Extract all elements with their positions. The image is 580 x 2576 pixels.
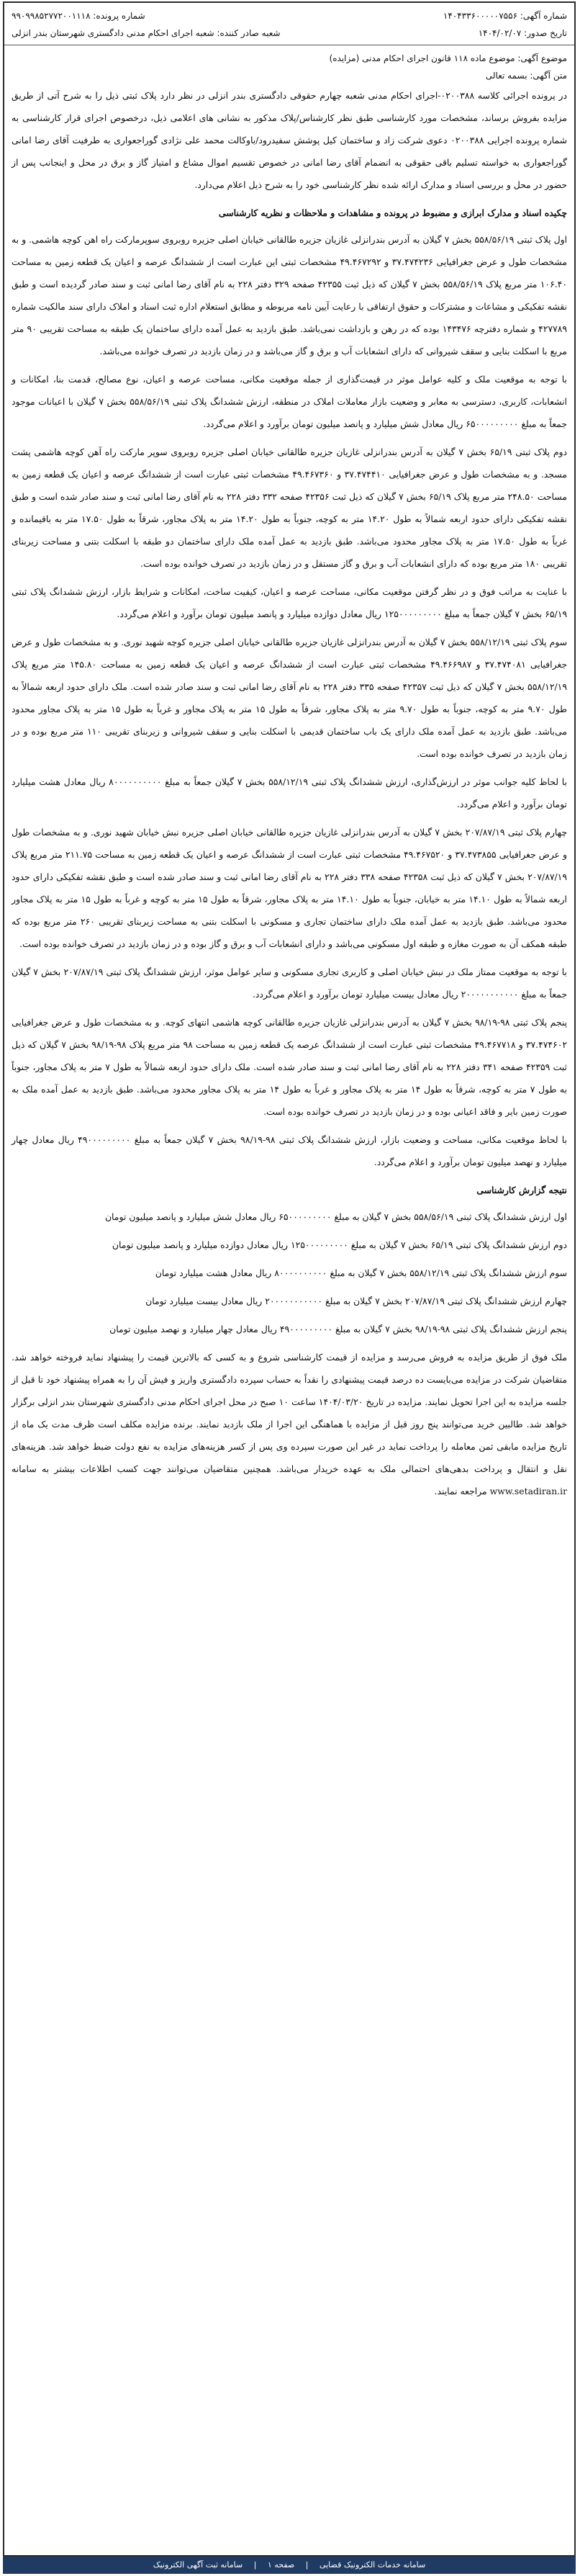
notice-page: [3, 1, 576, 2557]
paragraph-valuation-5: با لحاظ موقعیت مکانی، مساحت و وضعیت بازار، ارزش ششدانگ پلاک ثبتی ۹۸-۹۸/۱۹ بخش ۷ گیلان جمعاً به مبلغ ۴۹۰۰۰۰۰۰۰۰۰ ریال معادل چهار میلیارد و نهصد میلیون تومان برآورد و اعلام می‌گردد.: [12, 1134, 567, 1167]
paragraph-property-4: چهارم پلاک ثبتی ۲۰۷/۸۷/۱۹ بخش ۷ گیلان به آدرس بندرانزلی غازیان جزیره طالقانی خیابان اصلی جزیره نبش خیابان شهید نوری. و به مشخصات طول و عرض جغرافیایی ۳۷.۴۷۳۸۵۵ و ۴۹.۴۶۷۵۲۰ مشخصات ثبتی عبارت است از ششدانگ عرصه و اعیان یک قطعه زمین به مساحت ۲۱۱.۷۵ متر مربع پلاک ۲۰۷/۸۷/۱۹ بخش ۷ گیلان که ذیل ثبت ۴۲۳۵۸ صفحه ۳۳۸ دفتر ۲۲۸ به نام آقای رضا امانی ثبت و سند صادر شده است و طبق نقشه تفکیکی دارای حدود اربعه شمالاً به طول ۱۴.۱۰ متر به خیابان، جنوباً به طول ۱۴.۱۰ متر به پلاک مجاور، شرقاً به طول ۱۵ متر به کوچه و غرباً به طول ۱۵ متر به پلاک مجاور محدود می‌باشد. طبق بازدید به عمل آمده ملک دارای ساختمان تجاری و مسکونی با اسکلت بتنی به مساحت زیربنای تقریبی ۲۶۰ متر مربع بوده که طبقه همکف آن به صورت مغازه و طبقه اول مسکونی می‌باشد و دارای انشعابات آب و برق و گاز بوده و در زمان بازدید در تصرف خوانده بوده است.: [12, 827, 567, 949]
paragraph-property-1: اول پلاک ثبتی ۵۵۸/۵۶/۱۹ بخش ۷ گیلان به آدرس بندرانزلی غازیان جزیره طالقانی خیابان اصلی جزیره روبروی سوپرمارکت راه اهن کوچه هاشمی. و به مشخصات طول و عرض جغرافیایی ۳۷.۴۷۴۲۳۶ و ۴۹.۴۶۷۲۹۲ مشخصات ثبتی این عبارت است از ششدانگ عرصه و اعیان یک قطعه زمین به مساحت ۱۰۶.۴۰ متر مربع پلاک ۵۵۸/۵۶/۱۹ بخش ۷ گیلان که ذیل ثبت ۴۲۳۵۵ صفحه ۳۲۹ دفتر ۲۲۸ به نام آقای رضا امانی ثبت و سند صادر گردیده است و طبق نقشه تفکیکی و مشاعات و مشترکات و حقوق ارتفاقی با رعایت آیین نامه مربوطه و مطابق استعلام اداره ثبت اسناد و املاک دارای سند مالکیت شماره ۴۲۷۷۸۹ و شماره دفترچه ۱۴۳۴۷۶ بوده که در رهن و بازداشت نمی‌باشد. طبق بازدید به عمل آمده دارای ساختمان یک طبقه به مساحت تقریبی ۹۰ متر مربع با اسکلت بنایی و سقف شیروانی که دارای انشعابات آب و برق و گاز می‌باشد و در زمان بازدید در تصرف خوانده می‌باشد.: [12, 234, 568, 356]
issue-date: تاریخ صدور: ۱۴۰۴/۰۲/۰۷: [478, 28, 567, 38]
footer-bar: سامانه خدمات الکترونیک قضایی | صفحه ۱ | سامانه ثبت آگهی الکترونیک: [3, 2557, 576, 2574]
paragraph-property-3: سوم پلاک ثبتی ۵۵۸/۱۲/۱۹ بخش ۷ گیلان به آدرس بندرانزلی غازیان جزیره طالقانی خیابان اصلی جزیره کوچه شهید نوری. و به مشخصات طول و عرض جغرافیایی ۳۷.۴۷۴۰۸۱ و ۴۹.۴۶۶۹۸۷ مشخصات ثبتی عبارت است از ششدانگ عرصه و اعیان یک قطعه زمین به مساحت ۱۴۵.۸۰ متر مربع پلاک ۵۵۸/۱۲/۱۹ بخش ۷ گیلان که ذیل ثبت ۴۲۳۵۷ صفحه ۳۳۵ دفتر ۲۲۸ به نام آقای رضا امانی ثبت و سند صادر شده است. ملک دارای حدود اربعه شمالاً به طول ۹.۷۰ متر به کوچه، جنوباً به طول ۹.۷۰ متر به پلاک مجاور، شرقاً به طول ۱۵ متر به پلاک مجاور و غرباً به طول ۱۵ متر به پلاک مجاور محدود می‌باشد. طبق بازدید به عمل آمده ملک دارای یک باب ساختمان قدیمی با اسکلت بنایی و سقف شیروانی و زیربنای تقریبی ۱۱۰ متر مربع بوده و در زمان بازدید در تصرف خوانده بوده است.: [12, 637, 567, 759]
paragraph-valuation-4: با توجه به موقعیت ممتاز ملک در نبش خیابان اصلی و کاربری تجاری مسکونی و سایر عوامل موثر، ارزش ششدانگ پلاک ثبتی ۲۰۷/۸۷/۱۹ بخش ۷ گیلان جمعاً به مبلغ ۲۰۰۰۰۰۰۰۰۰۰۰ ریال معادل بیست میلیارد تومان برآورد و اعلام می‌گردد.: [12, 966, 567, 1000]
notice-number: شماره آگهی: ۱۴۰۴۳۳۶۰۰۰۰۰۷۵۵۶: [443, 11, 567, 21]
paragraph-property-2: دوم پلاک ثبتی ۶۵/۱۹ بخش ۷ گیلان به آدرس بندرانزلی غازیان جزیره طالقانی خیابان اصلی جزیره روبروی سوپر مارکت راه آهن کوچه هاشمی پشت مسجد. و به مشخصات طول و عرض جغرافیایی ۳۷.۴۷۴۴۱۰ و ۴۹.۴۶۷۳۶۰ مشخصات ثبتی عبارت است از ششدانگ عرصه و اعیان یک قطعه زمین به مساحت ۲۴۸.۵۰ متر مربع پلاک ۶۵/۱۹ بخش ۷ گیلان که ذیل ثبت ۴۲۳۵۶ صفحه ۳۳۲ دفتر ۲۲۸ به نام آقای رضا امانی ثبت و سند صادر شده است و طبق نقشه تفکیکی دارای حدود اربعه شمالاً به طول ۱۴.۲۰ متر به کوچه، جنوباً به طول ۱۴.۲۰ متر به پلاک مجاور، شرقاً به طول ۱۷.۵۰ متر به باقیمانده و غرباً به طول ۱۷.۵۰ متر به پلاک مجاور محدود می‌باشد. طبق بازدید به عمل آمده ملک دارای ساختمان دو طبقه با اسکلت بتنی و مساحت زیربنای تقریبی ۱۸۰ متر مربع بوده که دارای انشعابات آب و برق و گاز مستقل و در زمان بازدید در تصرف خوانده بوده است.: [12, 446, 567, 569]
notice-body: [12, 84, 567, 1502]
paragraph-intro: در پرونده اجرائی کلاسه ۰۲۰۰۳۸۸-اجرای احکام مدنی شعبه چهارم حقوقی دادگستری بندر انزلی در نظر دارد پلاک ثبتی ذیل را به شرح آتی از طریق مزایده بفروش برساند، مشخصات مورد کارشناسی طبق نظر کارشناس/پلاک مذکور به نشانی های اعلامی ذیل، درخصوص اجرای قرار کارشناسی به شماره پرونده اجرایی ۰۲۰۰۳۸۸ دعوی شرکت زاد و ساختمان کیل پوشش سفیدرود/باوکالت محمد علی نژادی گوراجعواری به طرفیت آقای رضا امانی گوراجعواری به خواسته تسلیم باقی حقوقی به انضمام آقای رضا امانی در خصوص تقسیم اموال مشاع و امتیاز گاز و برق در محل و اینجانب پس از حضور در محل و بررسی اسناد و مدارک ارائه شده نظر کارشناسی خود را به شرح ذیل اعلام می‌دارد.: [12, 90, 567, 190]
paragraph-valuation-2: با عنایت به مراتب فوق و در نظر گرفتن موقعیت مکانی، مساحت عرصه و اعیان، کیفیت ساخت، امکانات و شرایط بازار، ارزش ششدانگ پلاک ثبتی ۶۵/۱۹ بخش ۷ گیلان جمعاً به مبلغ ۱۲۵۰۰۰۰۰۰۰۰۰ ریال معادل دوازده میلیارد و پانصد میلیون تومان برآورد و اعلام می‌گردد.: [12, 586, 567, 619]
header-row-1: [12, 7, 567, 24]
case-number: شماره پرونده: ۹۹۰۹۹۸۵۲۷۷۲۰۰۱۱۱۸: [12, 11, 145, 21]
paragraph-valuation-1: با توجه به موقعیت ملک و کلیه عوامل موثر در قیمت‌گذاری از جمله موقعیت مکانی، مساحت عرصه و اعیان، نوع مصالح، قدمت بنا، امکانات و انشعابات، کاربری، دسترسی به معابر و وضعیت بازار معاملات املاک در منطقه، ارزش ششدانگ پلاک ثبتی ۵۵۸/۵۶/۱۹ بخش ۷ گیلان با اعیانات موجود جمعاً به مبلغ ۶۵۰۰۰۰۰۰۰۰۰ ریال معادل شش میلیارد و پانصد میلیون تومان برآورد و اعلام می‌گردد.: [12, 374, 567, 429]
summary-item-3: سوم ارزش ششدانگ پلاک ثبتی ۵۵۸/۱۲/۱۹ بخش ۷ گیلان به مبلغ ۸۰۰۰۰۰۰۰۰۰۰ ریال معادل هشت میلیارد تومان: [155, 1267, 567, 1278]
notice-subject: موضوع آگهی: موضوع ماده ۱۱۸ قانون اجرای احکام مدنی (مزایده): [329, 53, 567, 63]
paragraph-valuation-3: با لحاظ کلیه جوانب موثر در ارزش‌گذاری، ارزش ششدانگ پلاک ثبتی ۵۵۸/۱۲/۱۹ بخش ۷ گیلان جمعاً به مبلغ ۸۰۰۰۰۰۰۰۰۰۰ ریال معادل هشت میلیارد تومان برآورد و اعلام می‌گردد.: [12, 776, 567, 809]
section-heading: چکیده اسناد و مدارک ابرازی و مضبوط در پرونده و مشاهدات و ملاحظات و نظریه کارشناسی: [218, 207, 567, 218]
header-row-2: [12, 24, 567, 42]
paragraph-property-5: پنجم پلاک ثبتی ۹۸-۹۸/۱۹ بخش ۷ گیلان به آدرس بندرانزلی غازیان جزیره طالقانی کوچه هاشمی انتهای کوچه. و به مشخصات طول و عرض جغرافیایی ۳۷.۴۷۴۶۰۲ و ۴۹.۴۶۷۷۱۸ مشخصات ثبتی عبارت است از ششدانگ عرصه یک قطعه زمین به مساحت ۹۸ متر مربع پلاک ۹۸-۹۸/۱۹ بخش ۷ گیلان که ذیل ثبت ۴۲۳۵۹ صفحه ۳۴۱ دفتر ۲۲۸ به نام آقای رضا امانی ثبت و سند صادر شده است. ملک دارای حدود اربعه شمالاً به طول ۷ متر به پلاک مجاور، جنوباً به طول ۷ متر به کوچه، شرقاً به طول ۱۴ متر به پلاک مجاور و غرباً به طول ۱۴ متر به پلاک مجاور محدود می‌باشد. طبق بازدید به عمل آمده ملک به صورت زمین بایر و فاقد اعیانی بوده و در زمان بازدید در تصرف خوانده بوده است.: [12, 1017, 568, 1117]
footer-page: صفحه ۱: [267, 2560, 295, 2570]
footer-link-judicial[interactable]: سامانه خدمات الکترونیک قضایی: [319, 2560, 426, 2570]
summary-item-1: اول ارزش ششدانگ پلاک ثبتی ۵۵۸/۵۶/۱۹ بخش ۷ گیلان به مبلغ ۶۵۰۰۰۰۰۰۰۰۰ ریال معادل شش میلیارد و پانصد میلیون تومان: [104, 1211, 567, 1222]
summary-heading: نتیجه گزارش کارشناسی: [476, 1185, 567, 1195]
issuing-branch: شعبه صادر کننده: شعبه اجرای احکام مدنی دادگستری شهرستان بندر انزلی: [12, 28, 281, 38]
summary-item-2: دوم ارزش ششدانگ پلاک ثبتی ۶۵/۱۹ بخش ۷ گیلان به مبلغ ۱۲۵۰۰۰۰۰۰۰۰۰ ریال معادل دوازده میلیارد و پانصد میلیون تومان: [112, 1239, 567, 1250]
notice-text-label: متن آگهی: بسمه تعالی: [485, 71, 567, 81]
summary-item-5: پنجم ارزش ششدانگ پلاک ثبتی ۹۸-۹۸/۱۹ بخش ۷ گیلان به مبلغ ۴۹۰۰۰۰۰۰۰۰۰ ریال معادل چهار میلیارد و نهصد میلیون تومان: [109, 1324, 567, 1334]
summary-item-4: چهارم ارزش ششدانگ پلاک ثبتی ۲۰۷/۸۷/۱۹ بخش ۷ گیلان به مبلغ ۲۰۰۰۰۰۰۰۰۰۰۰ ریال معادل بیست میلیارد تومان: [145, 1296, 567, 1306]
paragraph-closing: ملک فوق از طریق مزایده به فروش می‌رسد و مزایده از قیمت کارشناسی شروع و به کسی که بالاترین قیمت را پیشنهاد نماید فروخته خواهد شد. متقاضیان شرکت در مزایده می‌بایست ده درصد قیمت پیشنهادی را نقداً به حساب سپرده دادگستری واریز و فیش آن را به همراه پیشنهاد خود تا قبل از جلسه مزایده به این اجرا تحویل نمایند. مزایده در تاریخ ۱۴۰۴/۰۳/۲۰ ساعت ۱۰ صبح در محل اجرای احکام مدنی دادگستری شهرستان بندر انزلی برگزار خواهد شد. طالبین خرید می‌توانند پنج روز قبل از مزایده با هماهنگی این اجرا از ملک بازدید نمایند. برنده مزایده مکلف است ظرف مدت یک ماه از تاریخ مزایده مابقی ثمن معامله را پرداخت نماید در غیر این صورت سپرده وی پس از کسر هزینه‌های مزایده به نفع دولت ضبط خواهد شد. هزینه‌های نقل و انتقال و پرداخت بدهی‌های احتمالی ملک به عهده خریدار می‌باشد. همچنین متقاضیان می‌توانند جهت کسب اطلاعات بیشتر به سامانه www.setadiran.ir مراجعه نمایند.: [12, 1352, 567, 1496]
footer-link-ads[interactable]: سامانه ثبت آگهی الکترونیک: [153, 2560, 243, 2570]
